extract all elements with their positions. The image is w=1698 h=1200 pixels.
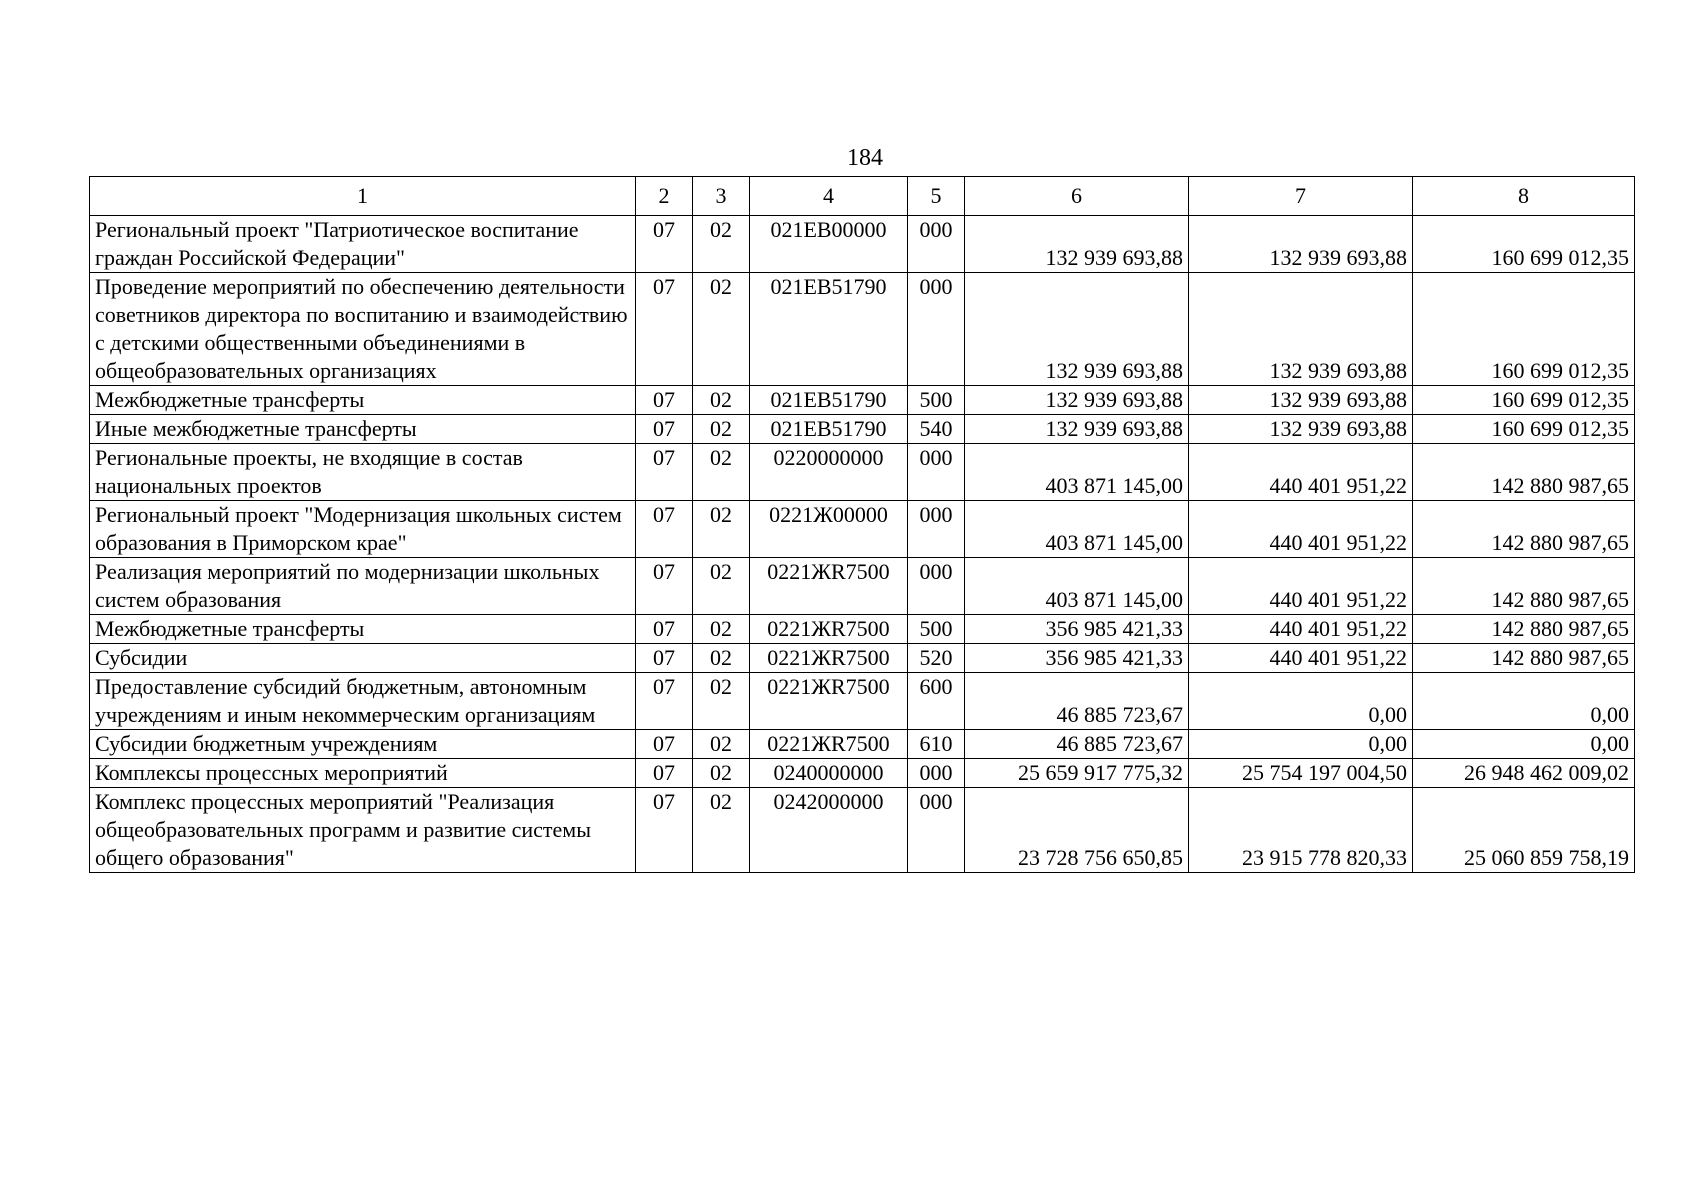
table-row bbox=[90, 216, 1635, 273]
amount-value: 23 728 756 650,85 bbox=[1018, 845, 1183, 870]
row-amount-7-cell bbox=[1189, 615, 1413, 644]
amount-value: 26 948 462 009,02 bbox=[1464, 760, 1629, 785]
row-section-cell: 07 bbox=[636, 444, 693, 501]
row-expense-type-cell: 520 bbox=[908, 644, 965, 673]
row-amount-6-cell bbox=[965, 788, 1189, 873]
row-target-code-cell: 0221ЖR7500 bbox=[750, 730, 908, 759]
row-amount-8-cell bbox=[1413, 730, 1635, 759]
amount-value: 440 401 951,22 bbox=[1269, 587, 1407, 612]
row-section-cell: 07 bbox=[636, 558, 693, 615]
row-name-cell: Комплексы процессных мероприятий bbox=[90, 759, 636, 788]
row-amount-7-cell bbox=[1189, 415, 1413, 444]
amount-value: 23 915 778 820,33 bbox=[1242, 845, 1407, 870]
amount-value: 132 939 693,88 bbox=[1269, 387, 1407, 412]
row-amount-6-cell bbox=[965, 501, 1189, 558]
amount-value: 0,00 bbox=[1590, 702, 1629, 727]
row-amount-8-cell bbox=[1413, 558, 1635, 615]
row-name-cell: Региональный проект "Модернизация школьных систем образования в Приморском крае" bbox=[90, 501, 636, 558]
row-amount-6-cell bbox=[965, 415, 1189, 444]
amount-value: 403 871 145,00 bbox=[1045, 530, 1183, 555]
row-target-code-cell: 0221ЖR7500 bbox=[750, 644, 908, 673]
row-expense-type-cell: 610 bbox=[908, 730, 965, 759]
amount-value: 0,00 bbox=[1368, 731, 1407, 756]
column-header-2: 2 bbox=[636, 177, 693, 216]
amount-value: 0,00 bbox=[1368, 702, 1407, 727]
row-subsection-cell: 02 bbox=[693, 730, 750, 759]
row-name-cell: Комплекс процессных мероприятий "Реализация общеобразовательных программ и развитие системы общего образования" bbox=[90, 788, 636, 873]
row-amount-8-cell bbox=[1413, 501, 1635, 558]
row-amount-6-cell bbox=[965, 673, 1189, 730]
row-target-code-cell: 0221ЖR7500 bbox=[750, 673, 908, 730]
row-target-code-cell: 0221ЖR7500 bbox=[750, 615, 908, 644]
row-subsection-cell: 02 bbox=[693, 788, 750, 873]
row-target-code-cell: 0221Ж00000 bbox=[750, 501, 908, 558]
row-target-code-cell: 021EB51790 bbox=[750, 273, 908, 386]
row-subsection-cell: 02 bbox=[693, 501, 750, 558]
row-amount-8-cell bbox=[1413, 644, 1635, 673]
table-row bbox=[90, 673, 1635, 730]
row-name-cell: Иные межбюджетные трансферты bbox=[90, 415, 636, 444]
column-header-7: 7 bbox=[1189, 177, 1413, 216]
row-amount-6-cell bbox=[965, 615, 1189, 644]
row-section-cell: 07 bbox=[636, 644, 693, 673]
row-amount-8-cell bbox=[1413, 615, 1635, 644]
row-expense-type-cell: 500 bbox=[908, 386, 965, 415]
row-name-cell: Межбюджетные трансферты bbox=[90, 615, 636, 644]
amount-value: 142 880 987,65 bbox=[1491, 530, 1629, 555]
column-header-1: 1 bbox=[90, 177, 636, 216]
row-subsection-cell: 02 bbox=[693, 444, 750, 501]
row-amount-7-cell bbox=[1189, 730, 1413, 759]
row-target-code-cell: 0242000000 bbox=[750, 788, 908, 873]
row-expense-type-cell: 000 bbox=[908, 273, 965, 386]
amount-value: 440 401 951,22 bbox=[1269, 616, 1407, 641]
table-row bbox=[90, 501, 1635, 558]
amount-value: 142 880 987,65 bbox=[1491, 645, 1629, 670]
row-section-cell: 07 bbox=[636, 788, 693, 873]
row-subsection-cell: 02 bbox=[693, 415, 750, 444]
row-target-code-cell: 021EB00000 bbox=[750, 216, 908, 273]
row-target-code-cell: 0221ЖR7500 bbox=[750, 558, 908, 615]
row-expense-type-cell: 000 bbox=[908, 759, 965, 788]
amount-value: 132 939 693,88 bbox=[1045, 245, 1183, 270]
amount-value: 160 699 012,35 bbox=[1491, 245, 1629, 270]
amount-value: 132 939 693,88 bbox=[1269, 416, 1407, 441]
amount-value: 142 880 987,65 bbox=[1491, 587, 1629, 612]
table-row bbox=[90, 273, 1635, 386]
amount-value: 0,00 bbox=[1590, 731, 1629, 756]
row-subsection-cell: 02 bbox=[693, 273, 750, 386]
row-subsection-cell: 02 bbox=[693, 216, 750, 273]
amount-value: 160 699 012,35 bbox=[1491, 387, 1629, 412]
row-subsection-cell: 02 bbox=[693, 644, 750, 673]
row-amount-7-cell bbox=[1189, 386, 1413, 415]
row-amount-6-cell bbox=[965, 386, 1189, 415]
table-row bbox=[90, 558, 1635, 615]
row-section-cell: 07 bbox=[636, 415, 693, 444]
row-amount-7-cell bbox=[1189, 759, 1413, 788]
row-name-cell: Субсидии бюджетным учреждениям bbox=[90, 730, 636, 759]
row-amount-7-cell bbox=[1189, 673, 1413, 730]
column-header-6: 6 bbox=[965, 177, 1189, 216]
row-expense-type-cell: 500 bbox=[908, 615, 965, 644]
amount-value: 160 699 012,35 bbox=[1491, 416, 1629, 441]
row-amount-7-cell bbox=[1189, 273, 1413, 386]
amount-value: 440 401 951,22 bbox=[1269, 530, 1407, 555]
row-amount-7-cell bbox=[1189, 644, 1413, 673]
amount-value: 440 401 951,22 bbox=[1269, 645, 1407, 670]
amount-value: 142 880 987,65 bbox=[1491, 616, 1629, 641]
amount-value: 356 985 421,33 bbox=[1045, 645, 1183, 670]
row-target-code-cell: 021EB51790 bbox=[750, 386, 908, 415]
amount-value: 132 939 693,88 bbox=[1269, 245, 1407, 270]
row-subsection-cell: 02 bbox=[693, 759, 750, 788]
table-header-row bbox=[90, 177, 1635, 216]
table-row bbox=[90, 415, 1635, 444]
row-section-cell: 07 bbox=[636, 216, 693, 273]
row-subsection-cell: 02 bbox=[693, 673, 750, 730]
amount-value: 132 939 693,88 bbox=[1269, 358, 1407, 383]
row-target-code-cell: 0220000000 bbox=[750, 444, 908, 501]
row-section-cell: 07 bbox=[636, 273, 693, 386]
amount-value: 25 060 859 758,19 bbox=[1464, 845, 1629, 870]
amount-value: 132 939 693,88 bbox=[1045, 416, 1183, 441]
column-header-4: 4 bbox=[750, 177, 908, 216]
row-name-cell: Межбюджетные трансферты bbox=[90, 386, 636, 415]
row-expense-type-cell: 540 bbox=[908, 415, 965, 444]
amount-value: 25 659 917 775,32 bbox=[1018, 760, 1183, 785]
table-row bbox=[90, 444, 1635, 501]
row-amount-8-cell bbox=[1413, 788, 1635, 873]
table-row bbox=[90, 730, 1635, 759]
amount-value: 132 939 693,88 bbox=[1045, 387, 1183, 412]
row-amount-8-cell bbox=[1413, 386, 1635, 415]
row-name-cell: Региональные проекты, не входящие в состав национальных проектов bbox=[90, 444, 636, 501]
table-row bbox=[90, 615, 1635, 644]
row-subsection-cell: 02 bbox=[693, 615, 750, 644]
amount-value: 132 939 693,88 bbox=[1045, 358, 1183, 383]
row-amount-8-cell bbox=[1413, 273, 1635, 386]
table-row bbox=[90, 386, 1635, 415]
row-section-cell: 07 bbox=[636, 730, 693, 759]
row-name-cell: Региональный проект "Патриотическое воспитание граждан Российской Федерации" bbox=[90, 216, 636, 273]
row-amount-6-cell bbox=[965, 216, 1189, 273]
row-amount-6-cell bbox=[965, 444, 1189, 501]
row-section-cell: 07 bbox=[636, 759, 693, 788]
row-amount-7-cell bbox=[1189, 444, 1413, 501]
row-target-code-cell: 0240000000 bbox=[750, 759, 908, 788]
row-amount-8-cell bbox=[1413, 415, 1635, 444]
row-amount-6-cell bbox=[965, 644, 1189, 673]
column-header-3: 3 bbox=[693, 177, 750, 216]
amount-value: 160 699 012,35 bbox=[1491, 358, 1629, 383]
column-header-5: 5 bbox=[908, 177, 965, 216]
row-subsection-cell: 02 bbox=[693, 386, 750, 415]
row-amount-8-cell bbox=[1413, 673, 1635, 730]
row-expense-type-cell: 000 bbox=[908, 788, 965, 873]
amount-value: 403 871 145,00 bbox=[1045, 473, 1183, 498]
row-subsection-cell: 02 bbox=[693, 558, 750, 615]
row-section-cell: 07 bbox=[636, 673, 693, 730]
row-amount-7-cell bbox=[1189, 558, 1413, 615]
row-amount-7-cell bbox=[1189, 788, 1413, 873]
row-section-cell: 07 bbox=[636, 501, 693, 558]
row-amount-6-cell bbox=[965, 759, 1189, 788]
row-name-cell: Предоставление субсидий бюджетным, автономным учреждениям и иным некоммерческим организациям bbox=[90, 673, 636, 730]
row-expense-type-cell: 000 bbox=[908, 216, 965, 273]
row-name-cell: Проведение мероприятий по обеспечению деятельности советников директора по воспитанию и взаимодействию с детскими общественными объединениями в общеобразовательных организациях bbox=[90, 273, 636, 386]
row-amount-7-cell bbox=[1189, 216, 1413, 273]
amount-value: 46 885 723,67 bbox=[1056, 731, 1183, 756]
column-header-8: 8 bbox=[1413, 177, 1635, 216]
page-number: 184 bbox=[847, 145, 883, 171]
row-section-cell: 07 bbox=[636, 615, 693, 644]
budget-table bbox=[89, 176, 1635, 873]
row-name-cell: Реализация мероприятий по модернизации школьных систем образования bbox=[90, 558, 636, 615]
table-row bbox=[90, 644, 1635, 673]
amount-value: 356 985 421,33 bbox=[1045, 616, 1183, 641]
row-amount-8-cell bbox=[1413, 759, 1635, 788]
amount-value: 25 754 197 004,50 bbox=[1242, 760, 1407, 785]
amount-value: 440 401 951,22 bbox=[1269, 473, 1407, 498]
row-amount-8-cell bbox=[1413, 444, 1635, 501]
row-amount-7-cell bbox=[1189, 501, 1413, 558]
amount-value: 403 871 145,00 bbox=[1045, 587, 1183, 612]
row-target-code-cell: 021EB51790 bbox=[750, 415, 908, 444]
row-expense-type-cell: 000 bbox=[908, 558, 965, 615]
row-expense-type-cell: 600 bbox=[908, 673, 965, 730]
row-expense-type-cell: 000 bbox=[908, 501, 965, 558]
row-amount-6-cell bbox=[965, 730, 1189, 759]
row-section-cell: 07 bbox=[636, 386, 693, 415]
row-amount-6-cell bbox=[965, 273, 1189, 386]
row-amount-6-cell bbox=[965, 558, 1189, 615]
row-expense-type-cell: 000 bbox=[908, 444, 965, 501]
row-name-cell: Субсидии bbox=[90, 644, 636, 673]
table-row bbox=[90, 759, 1635, 788]
amount-value: 46 885 723,67 bbox=[1056, 702, 1183, 727]
amount-value: 142 880 987,65 bbox=[1491, 473, 1629, 498]
row-amount-8-cell bbox=[1413, 216, 1635, 273]
table-row bbox=[90, 788, 1635, 873]
